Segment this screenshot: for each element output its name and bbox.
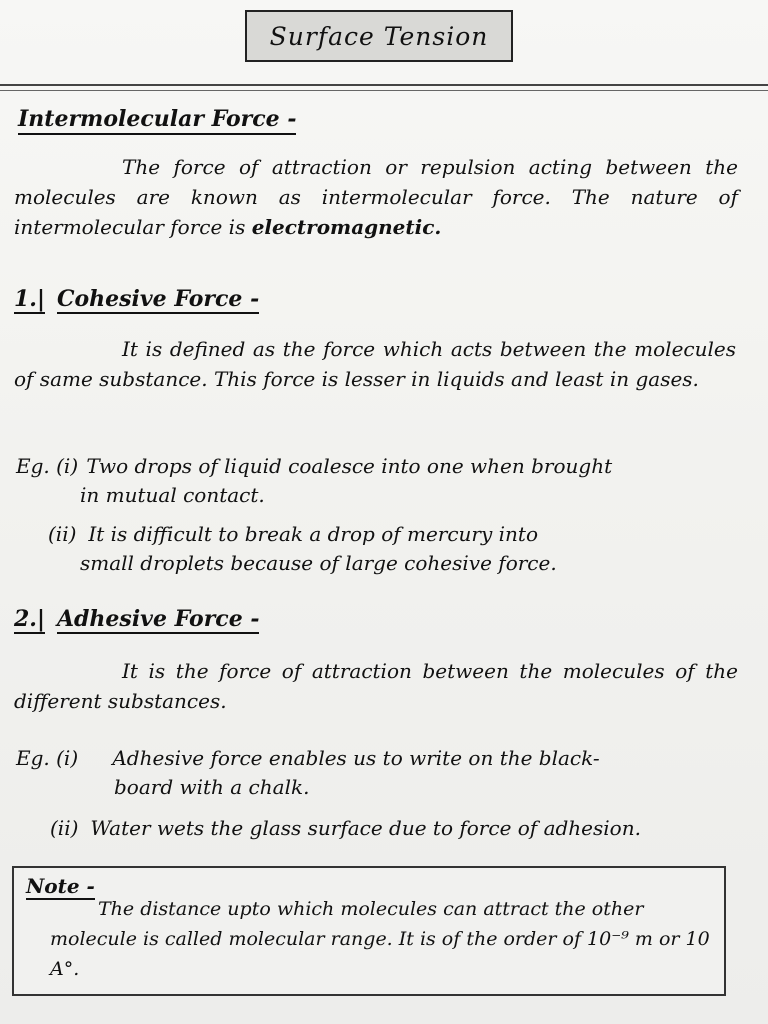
cohesive-example-2-label: (ii) <box>48 522 77 546</box>
adhesive-example-2-label: (ii) <box>50 816 79 840</box>
intermolecular-heading: Intermolecular Force - <box>18 106 296 135</box>
cohesive-example-2-line2: small droplets because of large cohesive force. <box>80 551 557 575</box>
cohesive-example-2 <box>48 520 748 578</box>
page-title: Surface Tension <box>245 10 513 62</box>
cohesive-heading <box>14 286 259 315</box>
note-label: Note - <box>26 874 95 898</box>
cohesive-example-1-label: Eg. (i) <box>16 454 79 478</box>
adhesive-definition: It is the force of attraction between the molecules of the different substances. <box>14 659 738 713</box>
adhesive-example-1 <box>16 744 746 802</box>
intermolecular-text: The force of attraction or repulsion acting between the molecules are known as intermolecular force. The nature of intermolecular force is <box>14 155 738 239</box>
adhesive-heading <box>14 606 259 635</box>
cohesive-definition: It is defined as the force which acts between the molecules of same substance. This force is lesser in liquids and least in gases. <box>14 337 736 391</box>
header-divider <box>0 84 768 86</box>
header-divider-thin <box>0 90 768 91</box>
cohesive-example-1-line1: Two drops of liquid coalesce into one when brought <box>86 454 613 478</box>
adhesive-example-1-line2: board with a chalk. <box>114 775 310 799</box>
adhesive-example-2-line1: Water wets the glass surface due to force of adhesion. <box>90 816 641 840</box>
intermolecular-bold-term: electromagnetic. <box>251 215 442 239</box>
intermolecular-definition <box>14 152 738 242</box>
cohesive-example-1-line2: in mutual contact. <box>80 483 265 507</box>
adhesive-example-2 <box>50 814 760 843</box>
cohesive-title: Cohesive Force - <box>56 286 260 312</box>
adhesive-example-1-label: Eg. (i) <box>16 746 79 770</box>
adhesive-title: Adhesive Force - <box>56 606 260 632</box>
adhesive-number: 2.| <box>14 606 45 632</box>
adhesive-example-1-line1: Adhesive force enables us to write on the black- <box>112 746 600 770</box>
cohesive-example-2-line1: It is difficult to break a drop of mercury into <box>88 522 539 546</box>
note-box <box>12 866 726 996</box>
cohesive-example-1 <box>16 452 746 510</box>
note-text: The distance upto which molecules can attract the other molecule is called molecular range. It is of the order of 10⁻⁹ m or 10 A°. <box>50 898 710 980</box>
cohesive-number: 1.| <box>14 286 45 312</box>
